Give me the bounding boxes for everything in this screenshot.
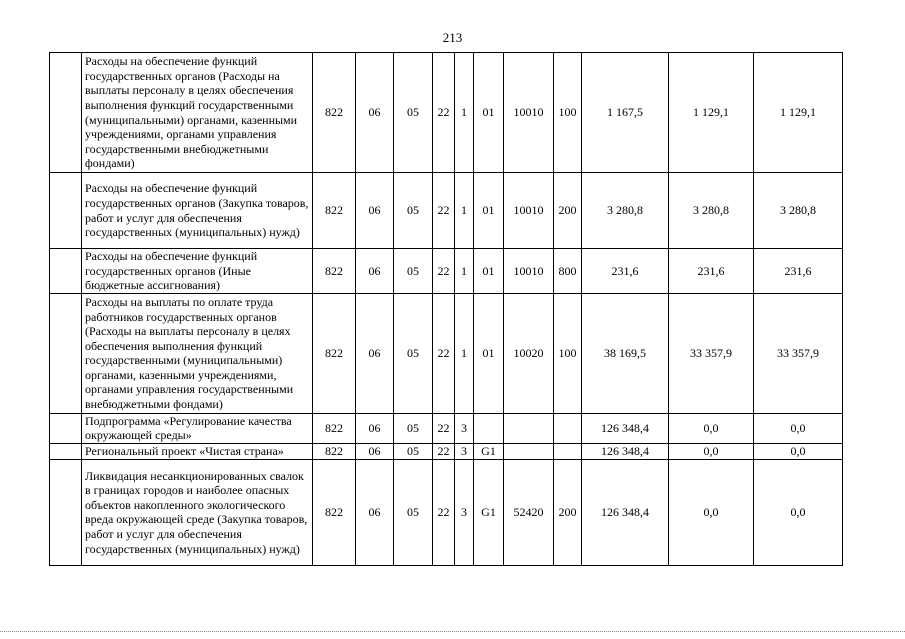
section-code-cell: 06 — [356, 293, 394, 413]
expense-name-cell: Расходы на обеспечение функций государственных органов (Расходы на выплаты персоналу в целях обеспечения выполнения функций государственными (муниципальными) органами, казенными учреждениями, органами управления государственными внебюджетными фондами) — [82, 53, 313, 173]
program-code-cell: 22 — [433, 413, 455, 443]
amount-year-3-cell: 3 280,8 — [754, 173, 843, 249]
row-blank-cell — [50, 249, 82, 294]
expense-type-code-cell: 800 — [554, 249, 582, 294]
subprogram-code-cell: 1 — [455, 53, 474, 173]
main-event-code-cell: 01 — [474, 53, 504, 173]
expense-type-code-cell — [554, 443, 582, 459]
expense-name-cell: Расходы на обеспечение функций государственных органов (Иные бюджетные ассигнования) — [82, 249, 313, 294]
program-code-cell: 22 — [433, 53, 455, 173]
amount-year-3-cell: 0,0 — [754, 443, 843, 459]
ministry-code-cell: 822 — [313, 249, 356, 294]
subsection-code-cell: 05 — [394, 173, 433, 249]
amount-year-2-cell: 0,0 — [669, 413, 754, 443]
direction-code-cell: 10010 — [504, 53, 554, 173]
subprogram-code-cell: 1 — [455, 249, 474, 294]
amount-year-2-cell: 3 280,8 — [669, 173, 754, 249]
table-row — [50, 53, 843, 173]
section-code-cell: 06 — [356, 443, 394, 459]
expense-name-cell: Ликвидация несанкционированных свалок в границах городов и наиболее опасных объектов накопленного экологического вреда окружающей среде (Закупка товаров, работ и услуг для обеспечения государственных (муниципальных) нужд) — [82, 459, 313, 565]
amount-year-3-cell: 0,0 — [754, 413, 843, 443]
amount-year-3-cell: 1 129,1 — [754, 53, 843, 173]
budget-table-body — [50, 53, 843, 566]
amount-year-3-cell: 231,6 — [754, 249, 843, 294]
ministry-code-cell: 822 — [313, 53, 356, 173]
page-bottom-edge — [0, 631, 905, 632]
expense-name-cell: Расходы на выплаты по оплате труда работников государственных органов (Расходы на выплаты персоналу в целях обеспечения выполнения функций государственными (муниципальными) органами, казенными учреждениями, органами управления государственными внебюджетными фондами) — [82, 293, 313, 413]
main-event-code-cell — [474, 413, 504, 443]
subsection-code-cell: 05 — [394, 249, 433, 294]
subprogram-code-cell: 1 — [455, 293, 474, 413]
amount-year-1-cell: 126 348,4 — [582, 413, 669, 443]
expense-type-code-cell: 200 — [554, 173, 582, 249]
subsection-code-cell: 05 — [394, 459, 433, 565]
expense-type-code-cell: 200 — [554, 459, 582, 565]
ministry-code-cell: 822 — [313, 173, 356, 249]
direction-code-cell — [504, 443, 554, 459]
row-blank-cell — [50, 443, 82, 459]
subprogram-code-cell: 3 — [455, 443, 474, 459]
amount-year-1-cell: 3 280,8 — [582, 173, 669, 249]
amount-year-2-cell: 0,0 — [669, 443, 754, 459]
amount-year-1-cell: 126 348,4 — [582, 459, 669, 565]
amount-year-1-cell: 38 169,5 — [582, 293, 669, 413]
section-code-cell: 06 — [356, 173, 394, 249]
section-code-cell: 06 — [356, 249, 394, 294]
main-event-code-cell: 01 — [474, 173, 504, 249]
page-number: 213 — [442, 30, 463, 45]
direction-code-cell: 10010 — [504, 173, 554, 249]
direction-code-cell: 10010 — [504, 249, 554, 294]
budget-table — [49, 52, 843, 566]
row-blank-cell — [50, 173, 82, 249]
section-code-cell: 06 — [356, 413, 394, 443]
amount-year-1-cell: 126 348,4 — [582, 443, 669, 459]
amount-year-2-cell: 0,0 — [669, 459, 754, 565]
expense-type-code-cell — [554, 413, 582, 443]
section-code-cell: 06 — [356, 53, 394, 173]
subsection-code-cell: 05 — [394, 443, 433, 459]
main-event-code-cell: 01 — [474, 293, 504, 413]
expense-name-cell: Региональный проект «Чистая страна» — [82, 443, 313, 459]
program-code-cell: 22 — [433, 459, 455, 565]
row-blank-cell — [50, 459, 82, 565]
table-row — [50, 443, 843, 459]
expense-type-code-cell: 100 — [554, 53, 582, 173]
main-event-code-cell: 01 — [474, 249, 504, 294]
row-blank-cell — [50, 53, 82, 173]
subsection-code-cell: 05 — [394, 413, 433, 443]
direction-code-cell: 10020 — [504, 293, 554, 413]
ministry-code-cell: 822 — [313, 293, 356, 413]
ministry-code-cell: 822 — [313, 459, 356, 565]
row-blank-cell — [50, 293, 82, 413]
program-code-cell: 22 — [433, 249, 455, 294]
expense-name-cell: Подпрограмма «Регулирование качества окружающей среды» — [82, 413, 313, 443]
ministry-code-cell: 822 — [313, 443, 356, 459]
ministry-code-cell: 822 — [313, 413, 356, 443]
table-row — [50, 413, 843, 443]
amount-year-2-cell: 1 129,1 — [669, 53, 754, 173]
subsection-code-cell: 05 — [394, 293, 433, 413]
table-row — [50, 293, 843, 413]
subprogram-code-cell: 3 — [455, 459, 474, 565]
amount-year-1-cell: 231,6 — [582, 249, 669, 294]
main-event-code-cell: G1 — [474, 459, 504, 565]
main-event-code-cell: G1 — [474, 443, 504, 459]
program-code-cell: 22 — [433, 173, 455, 249]
row-blank-cell — [50, 413, 82, 443]
subprogram-code-cell: 1 — [455, 173, 474, 249]
amount-year-2-cell: 33 357,9 — [669, 293, 754, 413]
amount-year-2-cell: 231,6 — [669, 249, 754, 294]
table-row — [50, 459, 843, 565]
section-code-cell: 06 — [356, 459, 394, 565]
subprogram-code-cell: 3 — [455, 413, 474, 443]
table-row — [50, 249, 843, 294]
amount-year-1-cell: 1 167,5 — [582, 53, 669, 173]
expense-type-code-cell: 100 — [554, 293, 582, 413]
direction-code-cell — [504, 413, 554, 443]
expense-name-cell: Расходы на обеспечение функций государственных органов (Закупка товаров, работ и услуг для обеспечения государственных (муниципальных) нужд) — [82, 173, 313, 249]
program-code-cell: 22 — [433, 293, 455, 413]
subsection-code-cell: 05 — [394, 53, 433, 173]
program-code-cell: 22 — [433, 443, 455, 459]
amount-year-3-cell: 0,0 — [754, 459, 843, 565]
direction-code-cell: 52420 — [504, 459, 554, 565]
table-row — [50, 173, 843, 249]
amount-year-3-cell: 33 357,9 — [754, 293, 843, 413]
